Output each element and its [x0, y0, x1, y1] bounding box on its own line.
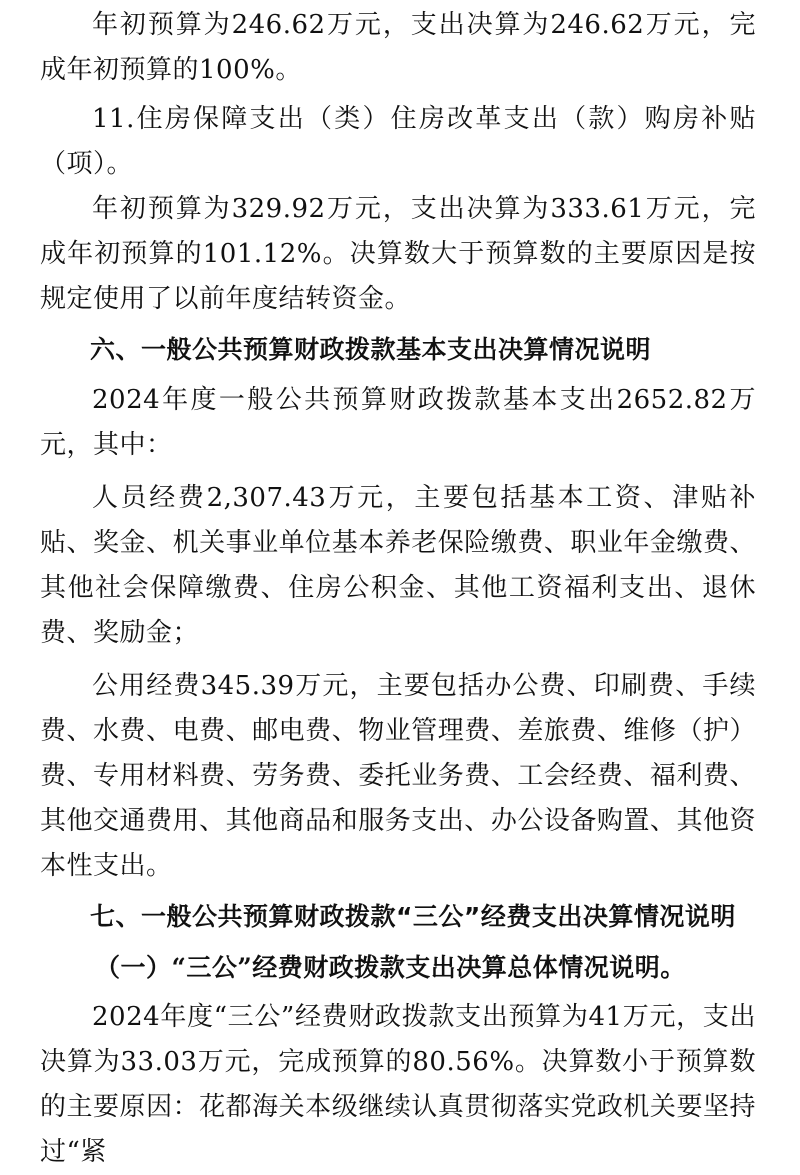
personnel-expenses-paragraph: 人员经费2,307.43万元，主要包括基本工资、津贴补贴、奖金、机关事业单位基本养老保险缴费、职业年金缴费、其他社会保障缴费、住房公积金、其他工资福利支出、退休费、奖励金； — [40, 483, 756, 648]
subsection-heading-one: （一）“三公”经费财政拨款支出决算总体情况说明。 — [95, 953, 686, 982]
section-heading-seven: 七、一般公共预算财政拨款“三公”经费支出决算情况说明 — [90, 902, 736, 931]
public-expenses-paragraph: 公用经费345.39万元，主要包括办公费、印刷费、手续费、水费、电费、邮电费、物业管理费、差旅费、维修（护）费、专用材料费、劳务费、委托业务费、工会经费、福利费、其他交通费用、其他商品和服务支出、办公设备购置、其他资本性支出。 — [40, 671, 756, 881]
section-heading-six: 六、一般公共预算财政拨款基本支出决算情况说明 — [90, 335, 652, 364]
item-title-housing-subsidy: 11.住房保障支出（类）住房改革支出（款）购房补贴（项）。 — [40, 104, 756, 179]
budget-paragraph-housing-fund: 年初预算为246.62万元，支出决算为246.62万元，完成年初预算的100%。 — [40, 10, 756, 85]
budget-paragraph-housing-subsidy: 年初预算为329.92万元，支出决算为333.61万元，完成年初预算的101.12%。决算数大于预算数的主要原因是按规定使用了以前年度结转资金。 — [40, 194, 756, 314]
document-page — [40, 0, 756, 1175]
basic-expenditure-paragraph: 2024年度一般公共预算财政拨款基本支出2652.82万元，其中： — [40, 385, 756, 460]
three-public-expenses-paragraph: 2024年度“三公”经费财政拨款支出预算为41万元，支出决算为33.03万元，完成预算的80.56%。决算数小于预算数的主要原因：花都海关本级继续认真贯彻落实党政机关要坚持过“紧 — [40, 1002, 756, 1167]
